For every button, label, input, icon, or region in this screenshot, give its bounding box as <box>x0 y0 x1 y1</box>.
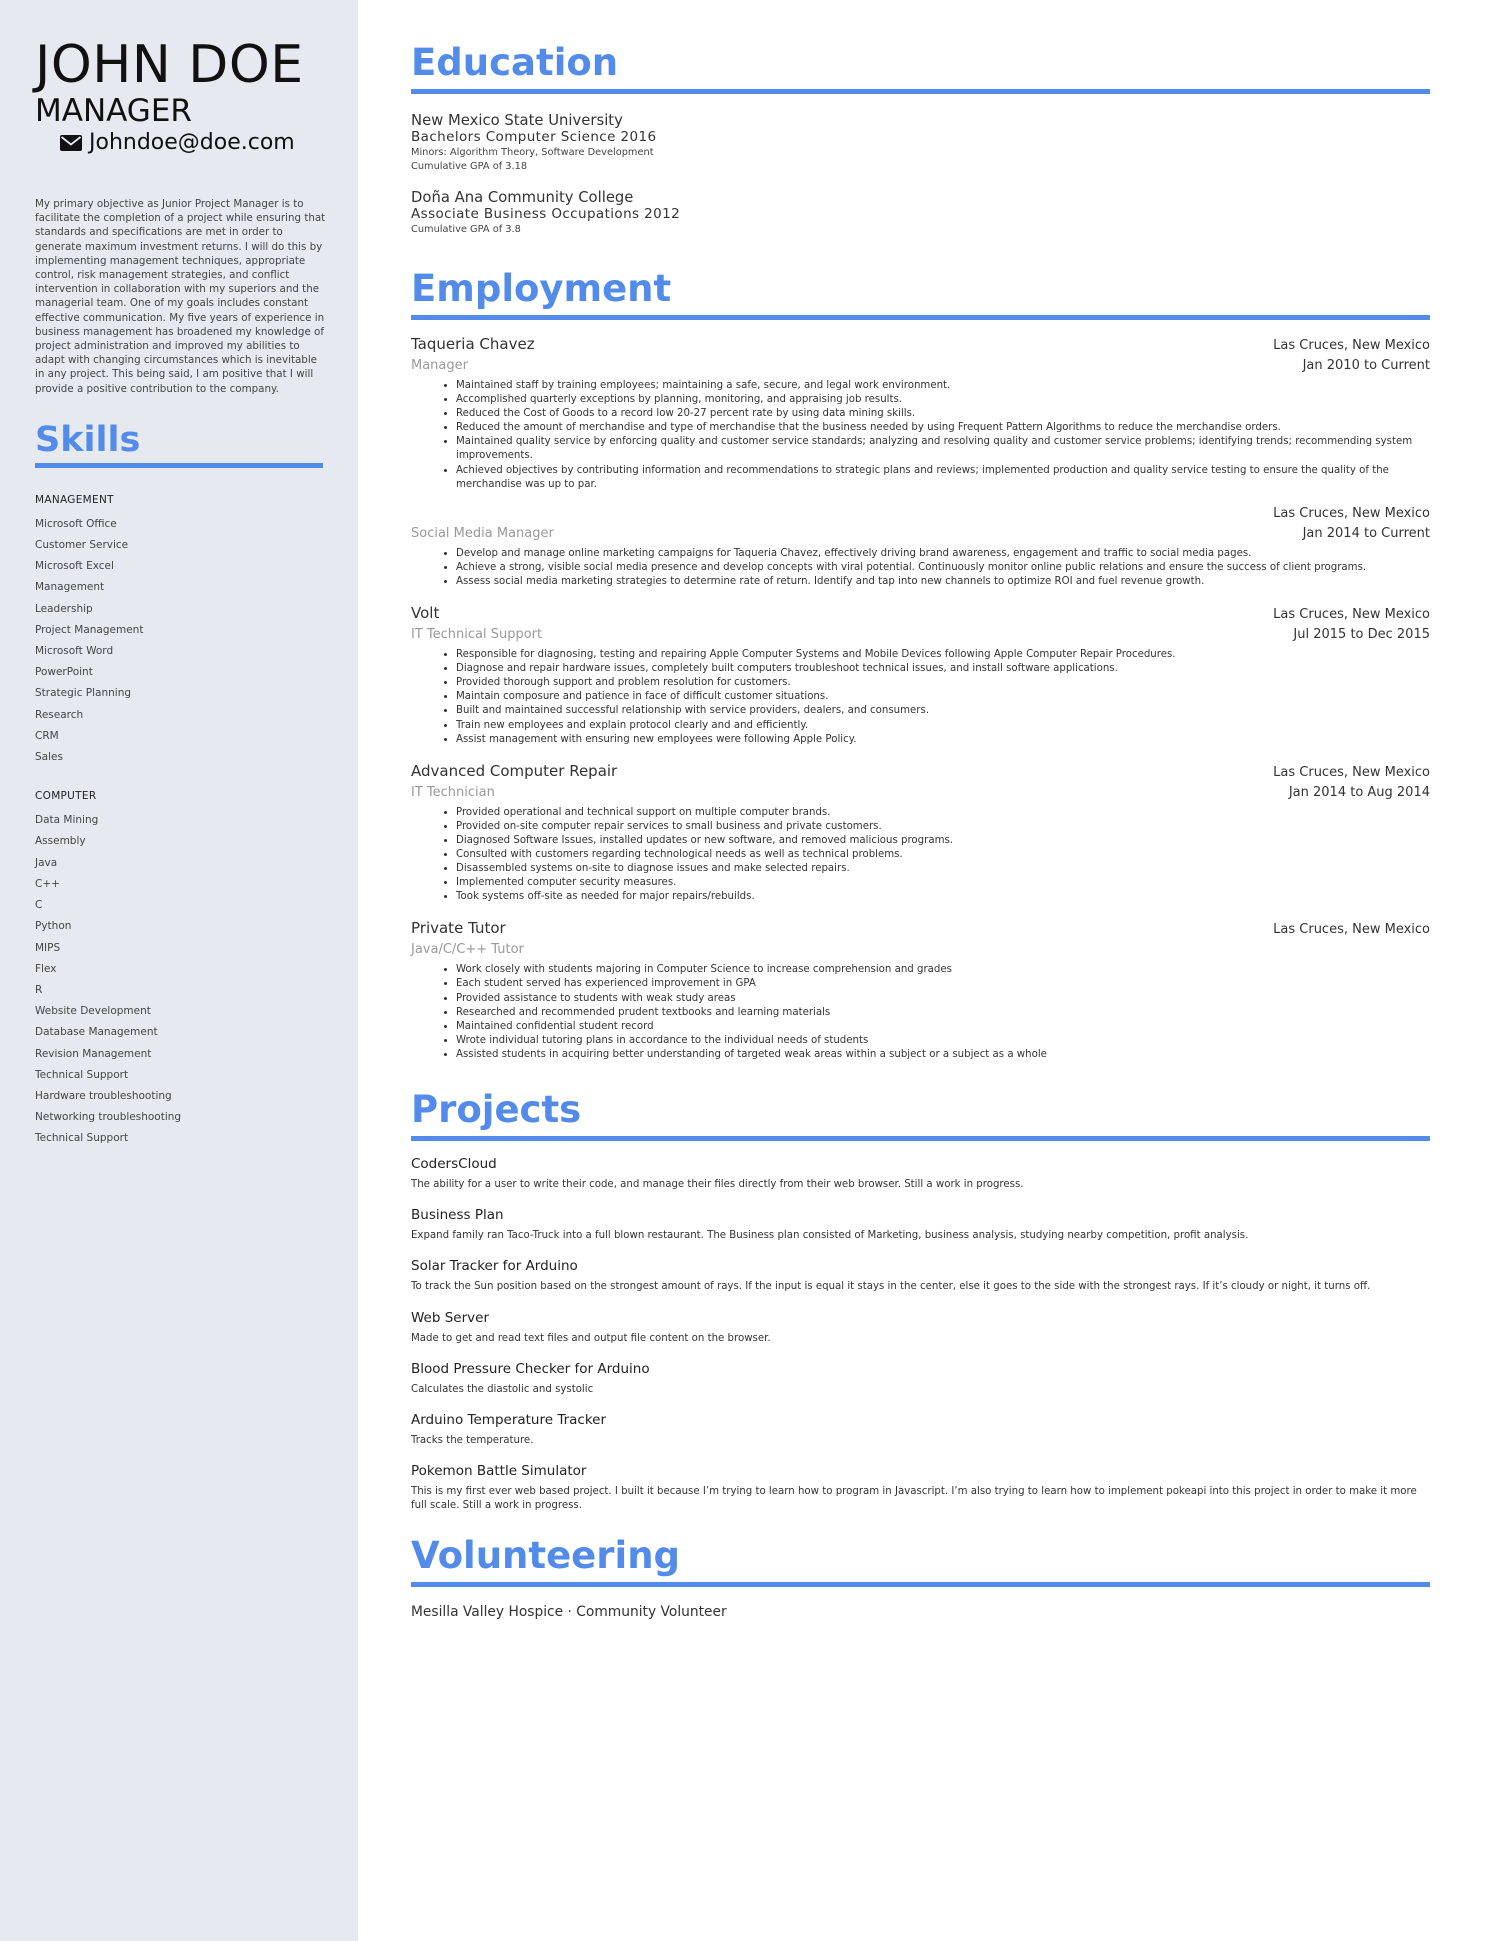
skills-heading: Skills <box>35 419 141 460</box>
job-bullet: • Maintained staff by training employees; maintaining a safe, secure, and legal work environment. <box>456 379 1430 393</box>
project-entry <box>411 1155 1430 1192</box>
project-entry <box>411 1206 1430 1243</box>
job-bullet: • Diagnose and repair hardware issues, completely built computers troubleshoot technical issues, and install software applications. <box>456 662 1430 676</box>
section-heading: Projects <box>411 1088 582 1131</box>
job-bullet: • Train new employees and explain protocol clearly and and efficiently. <box>456 719 1430 733</box>
skill-item: Data Mining <box>35 814 99 827</box>
section-heading: Volunteering <box>411 1533 681 1577</box>
school-name: Doña Ana Community College <box>411 189 634 206</box>
job-bullet: • Provided operational and technical support on multiple computer brands. <box>456 806 1430 820</box>
project-name: Web Server <box>411 1309 489 1326</box>
skill-item: Website Development <box>35 1005 151 1018</box>
job-bullet: • Consulted with customers regarding technological needs as well as technical problems. <box>456 848 1430 862</box>
job-bullets <box>411 379 1430 492</box>
education-note: Cumulative GPA of 3.8 <box>411 224 521 235</box>
job-entry <box>411 334 1430 492</box>
job-subheader-row <box>411 940 1430 960</box>
project-description: To track the Sun position based on the strongest amount of rays. If the input is equal it stays in the center, else it goes to the side with the strongest rays. If it’s cloudy or night, it turns off. <box>411 1281 1371 1293</box>
skill-item: CRM <box>35 729 59 742</box>
skill-item: MIPS <box>35 941 61 954</box>
skill-item: Management <box>35 581 105 594</box>
job-header-row <box>411 603 1430 625</box>
job-header-row <box>411 918 1430 940</box>
job-bullet: • Provided thorough support and problem resolution for customers. <box>456 676 1430 690</box>
job-bullet: • Assess social media marketing strategies to determine rate of return. Identify and tap into new channels to optimize ROI and fuel revenue growth. <box>456 575 1430 589</box>
section-heading: Employment <box>411 267 672 310</box>
section-divider <box>411 315 1430 320</box>
employment-section <box>411 267 1430 1062</box>
section-divider <box>411 1582 1430 1587</box>
job-dates: Jan 2010 to Current <box>1302 358 1430 373</box>
skill-item: Networking troubleshooting <box>35 1111 182 1124</box>
job-title: IT Technical Support <box>411 627 543 643</box>
job-dates: Jul 2015 to Dec 2015 <box>1293 627 1430 643</box>
job-location: Las Cruces, New Mexico <box>1273 922 1430 938</box>
job-header-row <box>411 761 1430 783</box>
education-section <box>411 41 1430 237</box>
job-header-row <box>411 504 1430 524</box>
job-bullet: • Maintained confidential student record <box>456 1020 1430 1034</box>
skill-item: Leadership <box>35 602 93 615</box>
job-bullets <box>411 806 1430 905</box>
project-name: Blood Pressure Checker for Arduino <box>411 1360 650 1377</box>
skill-item: C++ <box>35 877 60 890</box>
project-name: Solar Tracker for Arduino <box>411 1258 578 1275</box>
job-bullet: • Accomplished quarterly exceptions by planning, monitoring, and appraising job results. <box>456 393 1430 407</box>
job-bullet: • Built and maintained successful relationship with service providers, dealers, and consumers. <box>456 704 1430 718</box>
job-dates: Jan 2014 to Current <box>1302 525 1430 541</box>
volunteer-entry: Mesilla Valley Hospice · Community Volunteer <box>411 1603 727 1620</box>
skill-item: Python <box>35 920 72 933</box>
skill-group-title: MANAGEMENT <box>35 493 114 506</box>
job-subheader-row <box>411 356 1430 376</box>
education-note: Cumulative GPA of 3.18 <box>411 161 528 172</box>
skill-group-title: COMPUTER <box>35 790 97 803</box>
project-description: This is my first ever web based project. I built it because I’m trying to learn how to program in Javascript. I’m also trying to learn how to implement pokeapi into this project in order to make it more full scale. Still a work in progress. <box>411 1486 1417 1512</box>
job-bullet: • Each student served has experienced improvement in GPA <box>456 977 1430 991</box>
project-entry <box>411 1309 1430 1346</box>
skill-item: Technical Support <box>35 1068 129 1081</box>
job-entry <box>411 918 1430 1062</box>
job-bullet: • Responsible for diagnosing, testing and repairing Apple Computer Systems and Mobile Devices following Apple Computer Repair Procedures. <box>456 648 1430 662</box>
project-entry <box>411 1411 1430 1448</box>
degree: Bachelors Computer Science 2016 <box>411 129 657 145</box>
job-bullet: • Work closely with students majoring in Computer Science to increase comprehension and grades <box>456 963 1430 977</box>
skill-item: R <box>35 983 43 996</box>
job-header-row <box>411 334 1430 356</box>
job-bullet: • Implemented computer security measures. <box>456 876 1430 890</box>
candidate-role: MANAGER <box>35 93 192 129</box>
company-name: Volt <box>411 604 440 623</box>
project-description: The ability for a user to write their code, and manage their files directly from their web browser. Still a work in progress. <box>411 1179 1024 1190</box>
job-bullet: • Disassembled systems on-site to diagnose issues and make selected repairs. <box>456 862 1430 876</box>
education-entry <box>411 112 1430 174</box>
projects-section <box>411 1088 1430 1514</box>
job-entry <box>411 761 1430 905</box>
company-name: Taqueria Chavez <box>411 335 535 353</box>
company-name: Advanced Computer Repair <box>411 761 618 780</box>
skill-item: Strategic Planning <box>35 687 132 700</box>
school-name: New Mexico State University <box>411 112 623 129</box>
candidate-name: JOHN DOE <box>35 35 304 95</box>
project-name: Arduino Temperature Tracker <box>411 1412 607 1429</box>
job-bullets <box>411 648 1430 747</box>
skill-item: PowerPoint <box>35 666 93 679</box>
job-subheader-row <box>411 783 1430 803</box>
skill-item: Hardware troubleshooting <box>35 1089 172 1102</box>
degree: Associate Business Occupations 2012 <box>411 206 681 222</box>
skill-item: Java <box>35 856 58 869</box>
project-description: Tracks the temperature. <box>411 1435 534 1447</box>
skill-group-computer <box>35 790 326 1149</box>
skill-item: Customer Service <box>35 539 129 552</box>
skill-item: C <box>35 899 43 912</box>
project-description: Expand family ran Taco-Truck into a full blown restaurant. The Business plan consisted of Marketing, business analysis, studying nearby competition, profit analysis. <box>411 1230 1249 1242</box>
job-location: Las Cruces, New Mexico <box>1273 338 1430 353</box>
job-title: Social Media Manager <box>411 525 554 541</box>
job-location: Las Cruces, New Mexico <box>1273 505 1430 521</box>
job-location: Las Cruces, New Mexico <box>1273 764 1430 780</box>
job-bullet: • Provided on-site computer repair services to small business and private customers. <box>456 820 1430 834</box>
email-row[interactable] <box>60 130 326 155</box>
skill-list <box>35 514 326 768</box>
envelope-icon <box>60 135 82 151</box>
skill-item: Technical Support <box>35 1132 129 1145</box>
job-bullet: • Achieve a strong, visible social media presence and develop concepts with viral potential. Continuously monitor online public relations and ensure the success of client programs. <box>456 561 1430 575</box>
project-description: Calculates the diastolic and systolic <box>411 1383 594 1395</box>
job-bullet: • Develop and manage online marketing campaigns for Taqueria Chavez, effectively driving brand awareness, engagement and traffic to social media pages. <box>456 547 1430 561</box>
project-name: Pokemon Battle Simulator <box>411 1463 587 1480</box>
skill-item: Microsoft Office <box>35 517 117 530</box>
job-bullets <box>411 547 1430 589</box>
skill-list <box>35 810 326 1149</box>
skill-item: Revision Management <box>35 1047 152 1060</box>
job-bullet: • Took systems off-site as needed for major repairs/rebuilds. <box>456 890 1430 904</box>
skill-item: Sales <box>35 751 63 764</box>
job-bullet: • Researched and recommended prudent textbooks and learning materials <box>456 1006 1430 1020</box>
job-bullet: • Assist management with ensuring new employees were following Apple Policy. <box>456 733 1430 747</box>
skill-item: Project Management <box>35 623 144 636</box>
job-title: Manager <box>411 358 468 373</box>
project-entry <box>411 1462 1430 1513</box>
section-divider <box>411 1136 1430 1141</box>
job-bullet: • Achieved objectives by contributing information and recommendations to strategic plans and reviews; implemented production and quality service testing to ensure the quality of the merchandise was up to par. <box>456 464 1430 492</box>
job-subheader-row <box>411 625 1430 645</box>
project-entry <box>411 1257 1430 1294</box>
section-heading: Education <box>411 41 619 84</box>
skill-item: Microsoft Word <box>35 645 114 658</box>
job-bullet: • Maintained quality service by enforcing quality and customer service standards; analyzing and resolving quality and customer service problems; identifying trends; recommending system improvements. <box>456 435 1430 463</box>
skills-divider <box>35 463 323 468</box>
skill-item: Flex <box>35 962 57 975</box>
email-address[interactable]: Johndoe@doe.com <box>89 130 295 155</box>
job-bullet: • Maintain composure and patience in face of difficult customer situations. <box>456 690 1430 704</box>
project-name: Business Plan <box>411 1207 504 1224</box>
company-name: Private Tutor <box>411 919 506 938</box>
job-bullets <box>411 963 1430 1062</box>
project-description: Made to get and read text files and output file content on the browser. <box>411 1332 771 1344</box>
job-bullet: • Wrote individual tutoring plans in accordance to the individual needs of students <box>456 1034 1430 1048</box>
job-bullet: • Diagnosed Software Issues, installed updates or new software, and removed malicious programs. <box>456 834 1430 848</box>
job-bullet: • Reduced the Cost of Goods to a record low 20-27 percent rate by using data mining skills. <box>456 407 1430 421</box>
skill-group-management <box>35 494 326 768</box>
project-entry <box>411 1360 1430 1397</box>
job-subheader-row <box>411 524 1430 544</box>
skill-item: Database Management <box>35 1026 158 1039</box>
job-bullet: • Provided assistance to students with weak study areas <box>456 992 1430 1006</box>
job-title: IT Technician <box>411 784 495 800</box>
job-title: Java/C/C++ Tutor <box>411 942 524 958</box>
skill-item: Research <box>35 708 84 721</box>
job-bullet: • Assisted students in acquiring better understanding of targeted weak areas within a subject or a subject as a whole <box>456 1048 1430 1062</box>
main-content <box>411 36 1430 1620</box>
education-note: Minors: Algorithm Theory, Software Development <box>411 147 654 158</box>
sidebar <box>0 0 358 1941</box>
job-entry <box>411 504 1430 589</box>
job-bullet: • Reduced the amount of merchandise and type of merchandise that the business needed by using Frequent Pattern Algorithms to reduce the merchandise orders. <box>456 421 1430 435</box>
skill-item: Microsoft Excel <box>35 560 114 573</box>
job-dates: Jan 2014 to Aug 2014 <box>1288 784 1430 800</box>
job-location: Las Cruces, New Mexico <box>1273 607 1430 623</box>
section-divider <box>411 89 1430 94</box>
skill-item: Assembly <box>35 835 86 848</box>
volunteering-section <box>411 1534 1430 1620</box>
summary-text: My primary objective as Junior Project Manager is to facilitate the completion of a project while ensuring that standards and specifications are met in order to generate maximum investment returns. I will do this by implementing management techniques, appropriate control, risk management strategies, and conflict intervention in collaboration with my superiors and the managerial team. One of my goals includes constant effective communication. My five years of experience in business management has broadened my knowledge of project administration and improved my abilities to adapt with changing circumstances which is inevitable in any project. This being said, I am positive that I will provide a positive contribution to the company. <box>35 198 326 395</box>
project-name: CodersCloud <box>411 1156 497 1172</box>
education-entry <box>411 189 1430 237</box>
job-entry <box>411 603 1430 747</box>
